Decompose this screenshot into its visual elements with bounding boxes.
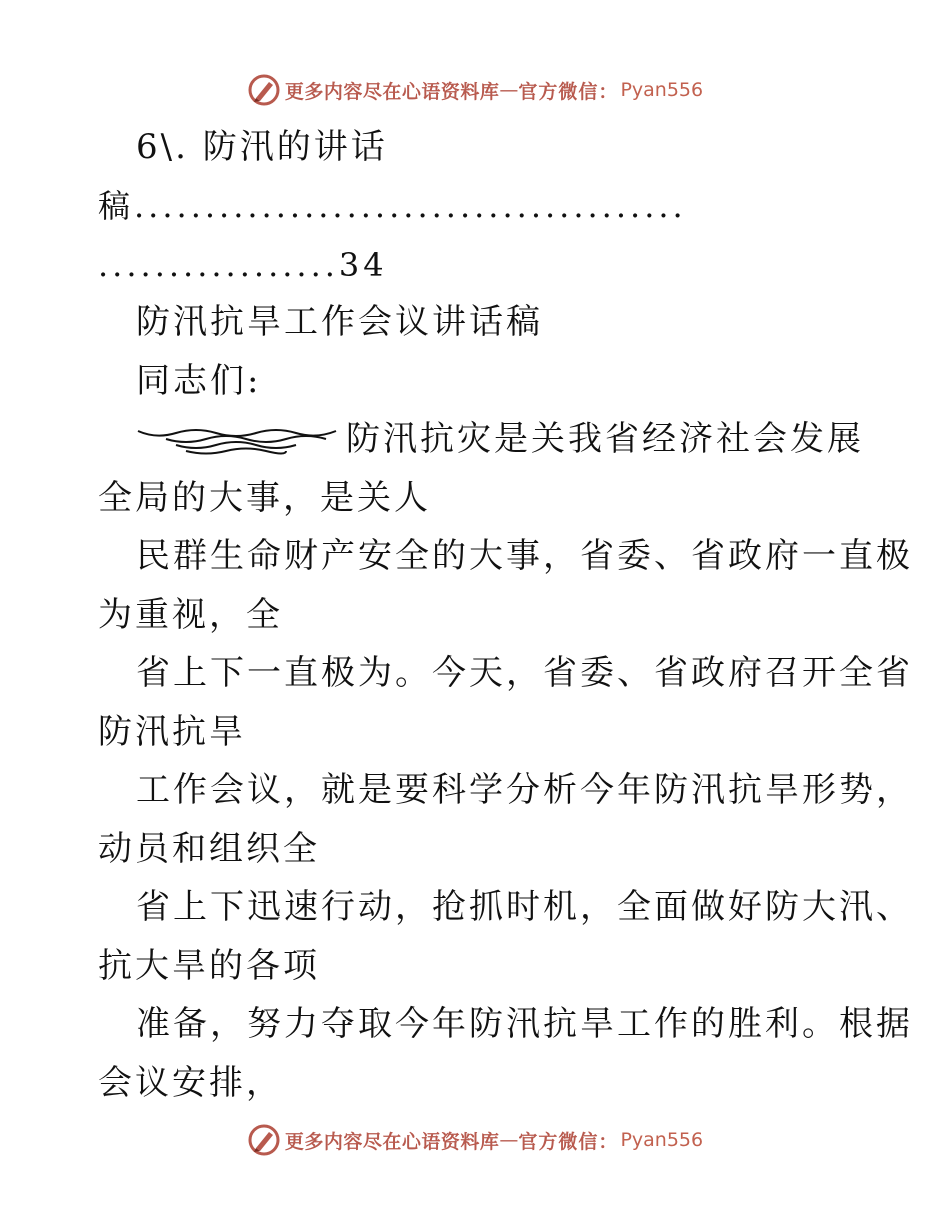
banner-dash: —	[499, 79, 519, 101]
banner-wechat-label: 官方微信：	[518, 1130, 619, 1153]
toc-leader-dots: .................	[98, 246, 339, 284]
body-text: 防汛抗灾是关我省经济社会发展	[346, 419, 864, 459]
toc-entry-title: 6\. 防汛的讲话	[136, 127, 388, 167]
banner-site-text: 更多内容尽在心语资料库	[284, 1130, 500, 1153]
pen-logo-icon	[247, 1123, 281, 1157]
pen-logo-icon	[247, 73, 281, 107]
doc-greeting: 同志们:	[136, 361, 262, 401]
body-line: 会议安排，	[98, 1063, 283, 1103]
body-line: 防汛抗旱	[98, 712, 246, 752]
body-line: 工作会议，就是要科学分析今年防汛抗旱形势，	[136, 770, 913, 810]
body-line: 民群生命财产安全的大事，省委、省政府一直极	[136, 536, 913, 576]
banner-wechat-id: Pyan556	[620, 79, 704, 101]
body-line: 为重视，全	[98, 595, 283, 635]
body-line: 省上下一直极为。今天，省委、省政府召开全省	[136, 653, 913, 693]
body-line: 准备，努力夺取今年防汛抗旱工作的胜利。根据	[136, 1004, 913, 1044]
body-line: 动员和组织全	[98, 829, 320, 869]
banner-site-text: 更多内容尽在心语资料库	[284, 80, 500, 103]
body-line: 全局的大事，是关人	[98, 478, 431, 518]
body-line: 抗大旱的各项	[98, 946, 320, 986]
wavy-underline-mark	[136, 419, 340, 459]
banner-wechat-label: 官方微信：	[518, 80, 619, 103]
toc-entry-continuation: 稿.......................................	[98, 187, 687, 225]
header-watermark	[0, 70, 950, 110]
toc-page-number: 34	[338, 246, 388, 284]
banner-wechat-id: Pyan556	[620, 1129, 704, 1151]
doc-title: 防汛抗旱工作会议讲话稿	[136, 302, 543, 342]
banner-dash: —	[499, 1129, 519, 1151]
toc-entry-leader	[98, 245, 388, 285]
footer-watermark	[0, 1120, 950, 1160]
body-line	[136, 419, 864, 459]
body-line: 省上下迅速行动，抢抓时机，全面做好防大汛、	[136, 887, 913, 927]
